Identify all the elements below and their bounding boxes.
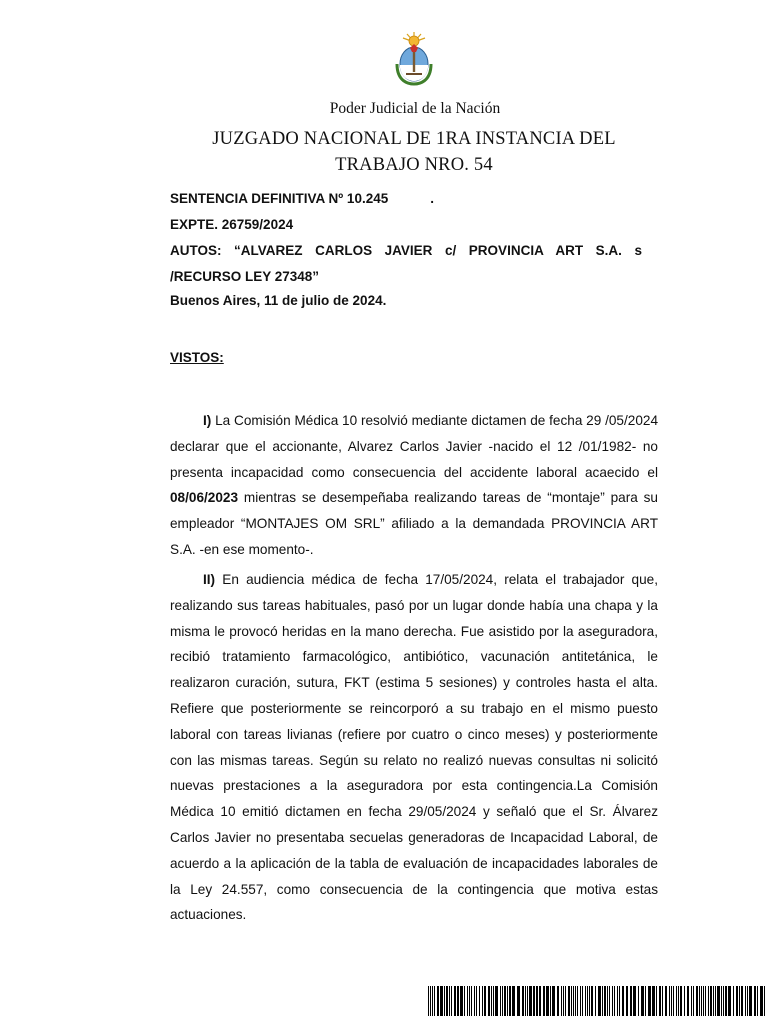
barcode-icon (428, 986, 768, 1016)
expediente-number: EXPTE. 26759/2024 (170, 217, 294, 232)
paragraph-1-label: I) (203, 413, 212, 428)
paragraph-1-text-a: La Comisión Médica 10 resolvió mediante dictamen de fecha 29 /05/2024 declarar que el accionante, Alvarez Carlos Javier -nacido el 12 /01/1982- no presenta incapacidad como consecuencia del accidente laboral acaecido el (170, 413, 658, 480)
autos-line-2: /RECURSO LEY 27348” (170, 269, 320, 284)
vistos-heading: VISTOS: (170, 350, 224, 365)
paragraph-2-text: En audiencia médica de fecha 17/05/2024, relata el trabajador que, realizando sus tareas habituales, pasó por un lugar donde había una chapa y la misma le provocó heridas en la mano derecha. Fue asistido por la aseguradora, recibió tratamiento farmacológico, antibiótico, vacunación antitetánica, le realizaron curación, sutura, FKT (estima 5 sesiones) y controles hasta el alta. Refiere que posteriormente se reincorporó a su trabajo en el mismo puesto laboral con tareas livianas (refiere por cuatro o cinco meses) y posteriormente con las mismas tareas. Según su relato no realizó nuevas consultas ni solicitó nuevas prestaciones a la aseguradora por esta contingencia.La Comisión Médica 10 emitió dictamen en fecha 29/05/2024 y señaló que el Sr. Álvarez Carlos Javier no presentaba secuelas generadoras de Incapacidad Laboral, de acuerdo a la aplicación de la tabla de evaluación de incapacidades laborales de la Ley 24.557, como consecuencia de la contingencia que motiva estas actuaciones. (170, 572, 659, 923)
court-title (170, 126, 658, 178)
sentencia-dot: . (430, 191, 434, 206)
paragraph-2 (170, 567, 658, 928)
paragraph-1-accident-date: 08/06/2023 (170, 490, 239, 506)
institution-name: Poder Judicial de la Nación (329, 100, 501, 117)
sentencia-number: SENTENCIA DEFINITIVA Nº 10.245 (170, 191, 389, 206)
sentencia-line (170, 191, 434, 206)
court-title-line-1: JUZGADO NACIONAL DE 1RA INSTANCIA DEL (212, 129, 616, 149)
paragraph-1-text-b: mientras se desempeñaba realizando tareas de “montaje” para su empleador “MONTAJES OM SRL” afiliado a la demandada PROVINCIA ART S.A. -en ese momento-. (170, 490, 658, 557)
paragraph-1 (170, 408, 658, 563)
date-line: Buenos Aires, 11 de julio de 2024. (170, 293, 387, 308)
paragraph-2-label: II) (203, 572, 216, 587)
autos-line-1: AUTOS: “ALVAREZ CARLOS JAVIER c/ PROVINCIA ART S.A. s (170, 243, 642, 258)
court-title-line-2: TRABAJO NRO. 54 (335, 155, 493, 175)
argentina-coat-of-arms-icon (389, 30, 439, 86)
